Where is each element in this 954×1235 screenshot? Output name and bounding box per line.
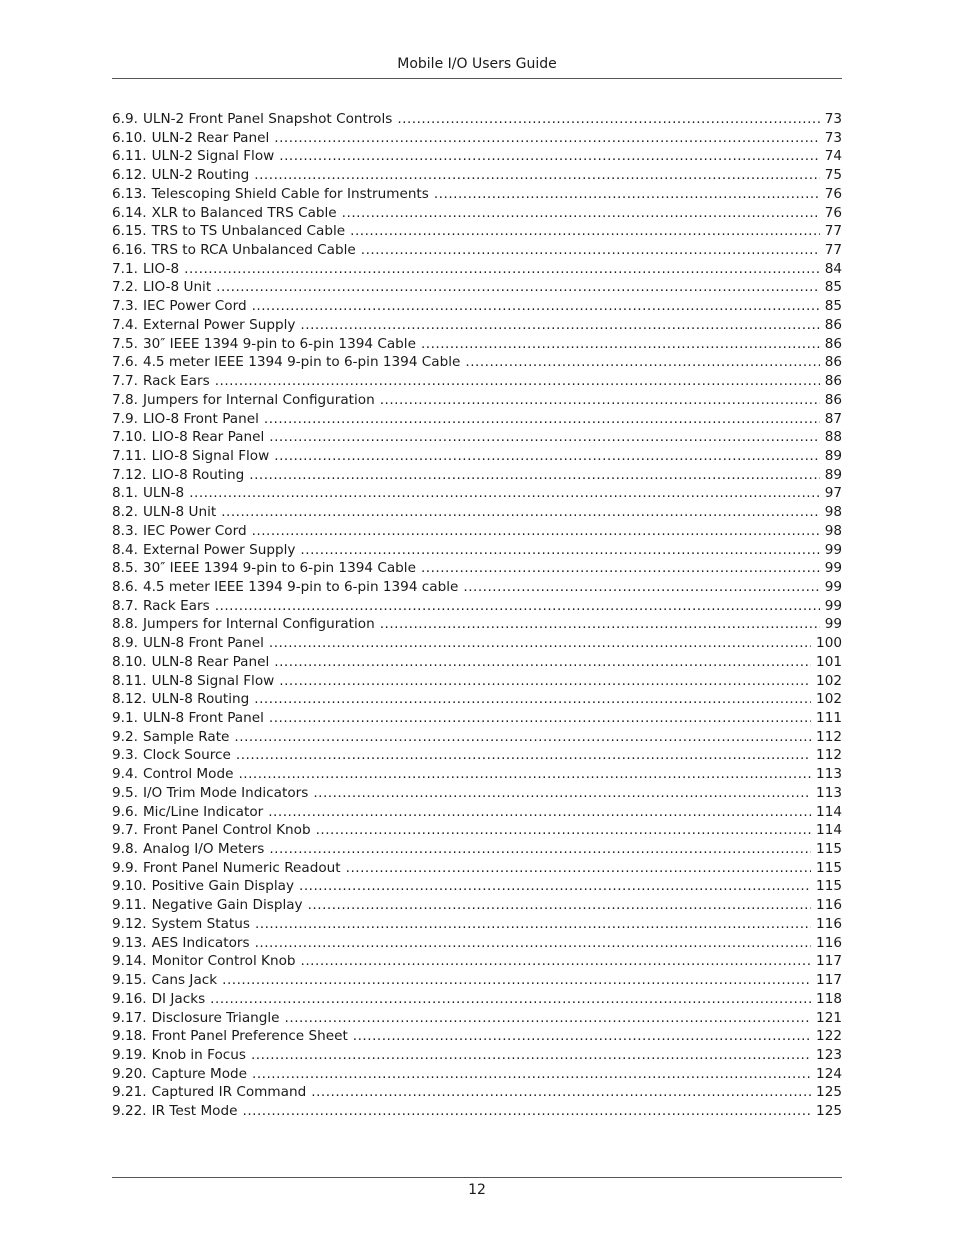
toc-entry[interactable] xyxy=(112,391,842,410)
toc-entry[interactable] xyxy=(112,503,842,522)
dot-leader xyxy=(215,597,820,616)
entry-number: 9.10. xyxy=(112,878,147,895)
entry-title: ULN-8 Front Panel xyxy=(142,635,264,652)
entry-number: 6.14. xyxy=(112,204,147,221)
entry-number: 7.3. xyxy=(112,298,138,315)
entry-title: Captured IR Command xyxy=(151,1084,307,1101)
entry-page: 99 xyxy=(824,597,842,614)
entry-number: 9.13. xyxy=(112,934,147,951)
toc-entry[interactable] xyxy=(112,728,842,747)
entry-number: 9.7. xyxy=(112,822,138,839)
dot-leader xyxy=(269,428,819,447)
dot-leader xyxy=(184,260,820,279)
page-footer xyxy=(112,1181,842,1199)
entry-page: 77 xyxy=(824,242,842,259)
dot-leader xyxy=(463,578,819,597)
entry-page: 124 xyxy=(816,1065,842,1082)
entry-title: Knob in Focus xyxy=(151,1046,246,1063)
entry-title: Telescoping Shield Cable for Instruments xyxy=(151,185,429,202)
entry-title: System Status xyxy=(151,915,250,932)
dot-leader xyxy=(269,634,811,653)
dot-leader xyxy=(311,1083,811,1102)
entry-number: 7.7. xyxy=(112,373,138,390)
entry-title: Front Panel Numeric Readout xyxy=(142,859,341,876)
entry-page: 116 xyxy=(816,915,842,932)
entry-page: 99 xyxy=(824,616,842,633)
entry-number: 9.14. xyxy=(112,953,147,970)
entry-page: 75 xyxy=(824,167,842,184)
toc-entry[interactable] xyxy=(112,709,842,728)
toc-entry[interactable] xyxy=(112,1102,842,1121)
entry-number: 7.9. xyxy=(112,410,138,427)
entry-title: Sample Rate xyxy=(142,728,230,745)
entry-number: 7.5. xyxy=(112,335,138,352)
dot-leader xyxy=(421,335,820,354)
entry-page: 118 xyxy=(816,990,842,1007)
entry-number: 9.9. xyxy=(112,859,138,876)
entry-title: IR Test Mode xyxy=(151,1103,238,1120)
entry-page: 99 xyxy=(824,560,842,577)
toc-entry[interactable] xyxy=(112,316,842,335)
entry-number: 8.12. xyxy=(112,691,147,708)
entry-number: 8.9. xyxy=(112,635,138,652)
dot-leader xyxy=(216,278,820,297)
dot-leader xyxy=(252,1065,811,1084)
toc-entry[interactable] xyxy=(112,690,842,709)
entry-title: Front Panel Preference Sheet xyxy=(151,1028,348,1045)
dot-leader xyxy=(380,615,820,634)
entry-title: LIO-8 Front Panel xyxy=(142,410,259,427)
entry-title: Disclosure Triangle xyxy=(151,1009,280,1026)
entry-title: TRS to TS Unbalanced Cable xyxy=(151,223,346,240)
entry-number: 9.8. xyxy=(112,841,138,858)
dot-leader xyxy=(221,503,819,522)
dot-leader xyxy=(274,447,819,466)
entry-number: 9.20. xyxy=(112,1065,147,1082)
entry-page: 86 xyxy=(824,373,842,390)
entry-page: 121 xyxy=(816,1009,842,1026)
header-rule xyxy=(112,78,842,79)
entry-page: 113 xyxy=(816,784,842,801)
entry-title: Positive Gain Display xyxy=(151,878,295,895)
entry-title: Control Mode xyxy=(142,766,234,783)
dot-leader xyxy=(353,1027,811,1046)
toc-entry[interactable] xyxy=(112,990,842,1009)
toc-entry[interactable] xyxy=(112,147,842,166)
entry-title: 4.5 meter IEEE 1394 9-pin to 6-pin 1394 Cable xyxy=(142,354,461,371)
dot-leader xyxy=(243,1102,812,1121)
entry-page: 99 xyxy=(824,541,842,558)
entry-page: 102 xyxy=(816,691,842,708)
entry-title: ULN-8 Routing xyxy=(151,691,250,708)
entry-title: IEC Power Cord xyxy=(142,522,247,539)
entry-page: 73 xyxy=(824,111,842,127)
toc-entry[interactable] xyxy=(112,484,842,503)
entry-number: 9.15. xyxy=(112,972,147,989)
entry-title: TRS to RCA Unbalanced Cable xyxy=(151,242,356,259)
entry-page: 74 xyxy=(824,148,842,165)
entry-page: 89 xyxy=(824,447,842,464)
entry-title: ULN-8 Rear Panel xyxy=(151,653,270,670)
entry-title: Clock Source xyxy=(142,747,231,764)
toc-entry[interactable] xyxy=(112,803,842,822)
dot-leader xyxy=(465,353,819,372)
dot-leader xyxy=(254,690,811,709)
entry-number: 9.16. xyxy=(112,990,147,1007)
dot-leader xyxy=(316,821,811,840)
footer-rule xyxy=(112,1177,842,1178)
entry-title: Rack Ears xyxy=(142,597,210,614)
entry-number: 7.11. xyxy=(112,447,147,464)
entry-title: 30″ IEEE 1394 9-pin to 6-pin 1394 Cable xyxy=(142,560,416,577)
dot-leader xyxy=(361,241,820,260)
toc-entry[interactable] xyxy=(112,466,842,485)
entry-number: 9.17. xyxy=(112,1009,147,1026)
dot-leader xyxy=(236,746,811,765)
toc-entry[interactable] xyxy=(112,204,842,223)
dot-leader xyxy=(274,653,811,672)
entry-title: Rack Ears xyxy=(142,373,210,390)
page-number: 12 xyxy=(468,1182,486,1198)
entry-title: ULN-2 Front Panel Snapshot Controls xyxy=(142,111,393,127)
toc-entry[interactable] xyxy=(112,821,842,840)
dot-leader xyxy=(269,840,811,859)
entry-number: 8.11. xyxy=(112,672,147,689)
entry-title: ULN-8 Unit xyxy=(142,504,217,521)
entry-page: 122 xyxy=(816,1028,842,1045)
entry-page: 102 xyxy=(816,672,842,689)
entry-page: 76 xyxy=(824,185,842,202)
entry-number: 9.18. xyxy=(112,1028,147,1045)
entry-number: 6.13. xyxy=(112,185,147,202)
entry-title: ULN-8 Front Panel xyxy=(142,710,264,726)
dot-leader xyxy=(252,297,820,316)
toc-entry[interactable] xyxy=(112,784,842,803)
entry-number: 7.4. xyxy=(112,316,138,333)
dot-leader xyxy=(279,672,811,691)
entry-title: Monitor Control Knob xyxy=(151,953,296,970)
entry-title: External Power Supply xyxy=(142,316,296,333)
entry-title: Jumpers for Internal Configuration xyxy=(142,616,375,633)
toc-entry[interactable] xyxy=(112,241,842,260)
entry-title: LIO-8 Routing xyxy=(151,466,245,483)
dot-leader xyxy=(264,410,820,429)
dot-leader xyxy=(342,204,820,223)
entry-page: 76 xyxy=(824,204,842,221)
toc-entry[interactable] xyxy=(112,410,842,429)
entry-number: 9.3. xyxy=(112,747,138,764)
list-of-figures xyxy=(112,110,842,1121)
entry-title: LIO-8 Rear Panel xyxy=(151,429,265,446)
entry-number: 7.1. xyxy=(112,260,138,277)
entry-page: 125 xyxy=(816,1084,842,1101)
entry-title: Mic/Line Indicator xyxy=(142,803,264,820)
toc-entry[interactable] xyxy=(112,428,842,447)
entry-page: 86 xyxy=(824,354,842,371)
dot-leader xyxy=(251,1046,811,1065)
entry-number: 9.6. xyxy=(112,803,138,820)
entry-number: 8.6. xyxy=(112,578,138,595)
toc-entry[interactable] xyxy=(112,335,842,354)
document-title: Mobile I/O Users Guide xyxy=(397,56,557,72)
entry-page: 117 xyxy=(816,972,842,989)
entry-page: 114 xyxy=(816,803,842,820)
dot-leader xyxy=(397,110,819,129)
dot-leader xyxy=(346,859,811,878)
dot-leader xyxy=(269,709,811,728)
toc-entry[interactable] xyxy=(112,634,842,653)
entry-page: 111 xyxy=(816,710,842,726)
dot-leader xyxy=(380,391,820,410)
entry-page: 86 xyxy=(824,391,842,408)
toc-entry[interactable] xyxy=(112,353,842,372)
entry-number: 8.4. xyxy=(112,541,138,558)
dot-leader xyxy=(279,147,819,166)
entry-number: 9.1. xyxy=(112,710,138,726)
dot-leader xyxy=(299,877,811,896)
toc-entry[interactable] xyxy=(112,952,842,971)
entry-page: 99 xyxy=(824,578,842,595)
entry-number: 8.1. xyxy=(112,485,138,502)
entry-page: 98 xyxy=(824,522,842,539)
toc-entry[interactable] xyxy=(112,129,842,148)
toc-entry[interactable] xyxy=(112,615,842,634)
dot-leader xyxy=(234,728,811,747)
entry-title: Capture Mode xyxy=(151,1065,248,1082)
entry-title: AES Indicators xyxy=(151,934,250,951)
entry-number: 6.15. xyxy=(112,223,147,240)
toc-entry[interactable] xyxy=(112,934,842,953)
entry-title: ULN-2 Signal Flow xyxy=(151,148,275,165)
entry-page: 85 xyxy=(824,298,842,315)
entry-title: XLR to Balanced TRS Cable xyxy=(151,204,337,221)
entry-number: 9.5. xyxy=(112,784,138,801)
toc-entry[interactable] xyxy=(112,915,842,934)
dot-leader xyxy=(300,316,819,335)
toc-entry[interactable] xyxy=(112,166,842,185)
dot-leader xyxy=(254,166,819,185)
entry-number: 8.5. xyxy=(112,560,138,577)
toc-entry[interactable] xyxy=(112,653,842,672)
toc-entry[interactable] xyxy=(112,372,842,391)
toc-entry[interactable] xyxy=(112,765,842,784)
entry-title: Cans Jack xyxy=(151,972,218,989)
entry-title: ULN-8 Signal Flow xyxy=(151,672,275,689)
dot-leader xyxy=(222,971,811,990)
toc-entry[interactable] xyxy=(112,1027,842,1046)
dot-leader xyxy=(308,896,811,915)
entry-number: 9.11. xyxy=(112,897,147,914)
entry-title: Jumpers for Internal Configuration xyxy=(142,391,375,408)
entry-title: LIO-8 Signal Flow xyxy=(151,447,270,464)
toc-entry[interactable] xyxy=(112,260,842,279)
entry-page: 86 xyxy=(824,335,842,352)
dot-leader xyxy=(255,934,811,953)
entry-number: 6.10. xyxy=(112,129,147,146)
entry-page: 113 xyxy=(816,766,842,783)
entry-page: 114 xyxy=(816,822,842,839)
entry-page: 125 xyxy=(816,1103,842,1120)
toc-entry[interactable] xyxy=(112,1083,842,1102)
entry-number: 9.22. xyxy=(112,1103,147,1120)
toc-entry[interactable] xyxy=(112,110,842,129)
dot-leader xyxy=(300,541,819,560)
entry-page: 77 xyxy=(824,223,842,240)
entry-number: 9.21. xyxy=(112,1084,147,1101)
entry-number: 8.8. xyxy=(112,616,138,633)
entry-title: I/O Trim Mode Indicators xyxy=(142,784,309,801)
entry-title: External Power Supply xyxy=(142,541,296,558)
entry-page: 85 xyxy=(824,279,842,296)
toc-entry[interactable] xyxy=(112,859,842,878)
toc-entry[interactable] xyxy=(112,597,842,616)
toc-entry[interactable] xyxy=(112,297,842,316)
entry-number: 7.2. xyxy=(112,279,138,296)
entry-title: Negative Gain Display xyxy=(151,897,303,914)
entry-page: 112 xyxy=(816,728,842,745)
entry-number: 9.19. xyxy=(112,1046,147,1063)
dot-leader xyxy=(285,1009,812,1028)
entry-number: 7.12. xyxy=(112,466,147,483)
entry-page: 115 xyxy=(816,878,842,895)
dot-leader xyxy=(215,372,820,391)
dot-leader xyxy=(301,952,812,971)
entry-page: 116 xyxy=(816,934,842,951)
dot-leader xyxy=(350,222,820,241)
dot-leader xyxy=(189,484,819,503)
dot-leader xyxy=(249,466,819,485)
entry-number: 6.11. xyxy=(112,148,147,165)
entry-title: ULN-2 Rear Panel xyxy=(151,129,270,146)
entry-page: 115 xyxy=(816,859,842,876)
entry-number: 9.2. xyxy=(112,728,138,745)
entry-number: 9.4. xyxy=(112,766,138,783)
entry-page: 89 xyxy=(824,466,842,483)
dot-leader xyxy=(274,129,819,148)
entry-title: DI Jacks xyxy=(151,990,206,1007)
dot-leader xyxy=(268,803,811,822)
toc-entry[interactable] xyxy=(112,1046,842,1065)
toc-entry[interactable] xyxy=(112,840,842,859)
entry-title: LIO-8 xyxy=(142,260,180,277)
entry-number: 8.10. xyxy=(112,653,147,670)
toc-entry[interactable] xyxy=(112,1065,842,1084)
toc-entry[interactable] xyxy=(112,896,842,915)
entry-page: 115 xyxy=(816,841,842,858)
entry-page: 87 xyxy=(824,410,842,427)
entry-title: 4.5 meter IEEE 1394 9-pin to 6-pin 1394 cable xyxy=(142,578,459,595)
toc-entry[interactable] xyxy=(112,222,842,241)
entry-number: 8.2. xyxy=(112,504,138,521)
entry-title: ULN-2 Routing xyxy=(151,167,250,184)
dot-leader xyxy=(434,185,820,204)
dot-leader xyxy=(252,522,820,541)
entry-page: 101 xyxy=(816,653,842,670)
entry-page: 123 xyxy=(816,1046,842,1063)
entry-title: Analog I/O Meters xyxy=(142,841,265,858)
toc-entry[interactable] xyxy=(112,746,842,765)
entry-title: 30″ IEEE 1394 9-pin to 6-pin 1394 Cable xyxy=(142,335,416,352)
toc-entry[interactable] xyxy=(112,447,842,466)
entry-page: 98 xyxy=(824,504,842,521)
toc-entry[interactable] xyxy=(112,559,842,578)
entry-page: 88 xyxy=(824,429,842,446)
entry-number: 6.16. xyxy=(112,242,147,259)
entry-number: 9.12. xyxy=(112,915,147,932)
toc-entry[interactable] xyxy=(112,578,842,597)
entry-title: Front Panel Control Knob xyxy=(142,822,311,839)
dot-leader xyxy=(313,784,811,803)
dot-leader xyxy=(421,559,820,578)
toc-entry[interactable] xyxy=(112,877,842,896)
entry-number: 8.3. xyxy=(112,522,138,539)
entry-page: 97 xyxy=(824,485,842,502)
entry-number: 8.7. xyxy=(112,597,138,614)
entry-number: 7.8. xyxy=(112,391,138,408)
toc-entry[interactable] xyxy=(112,541,842,560)
dot-leader xyxy=(210,990,811,1009)
entry-page: 84 xyxy=(824,260,842,277)
entry-page: 86 xyxy=(824,316,842,333)
toc-entry[interactable] xyxy=(112,971,842,990)
entry-page: 100 xyxy=(816,635,842,652)
page-header xyxy=(112,55,842,73)
entry-number: 6.12. xyxy=(112,167,147,184)
dot-leader xyxy=(238,765,811,784)
dot-leader xyxy=(255,915,811,934)
entry-page: 112 xyxy=(816,747,842,764)
toc-entry[interactable] xyxy=(112,185,842,204)
entry-number: 7.10. xyxy=(112,429,147,446)
entry-page: 116 xyxy=(816,897,842,914)
entry-title: LIO-8 Unit xyxy=(142,279,212,296)
entry-title: ULN-8 xyxy=(142,485,185,502)
entry-title: IEC Power Cord xyxy=(142,298,247,315)
toc-entry[interactable] xyxy=(112,522,842,541)
toc-entry[interactable] xyxy=(112,278,842,297)
entry-number: 6.9. xyxy=(112,111,138,127)
entry-page: 117 xyxy=(816,953,842,970)
entry-page: 73 xyxy=(824,129,842,146)
toc-entry[interactable] xyxy=(112,1009,842,1028)
entry-number: 7.6. xyxy=(112,354,138,371)
toc-entry[interactable] xyxy=(112,672,842,691)
